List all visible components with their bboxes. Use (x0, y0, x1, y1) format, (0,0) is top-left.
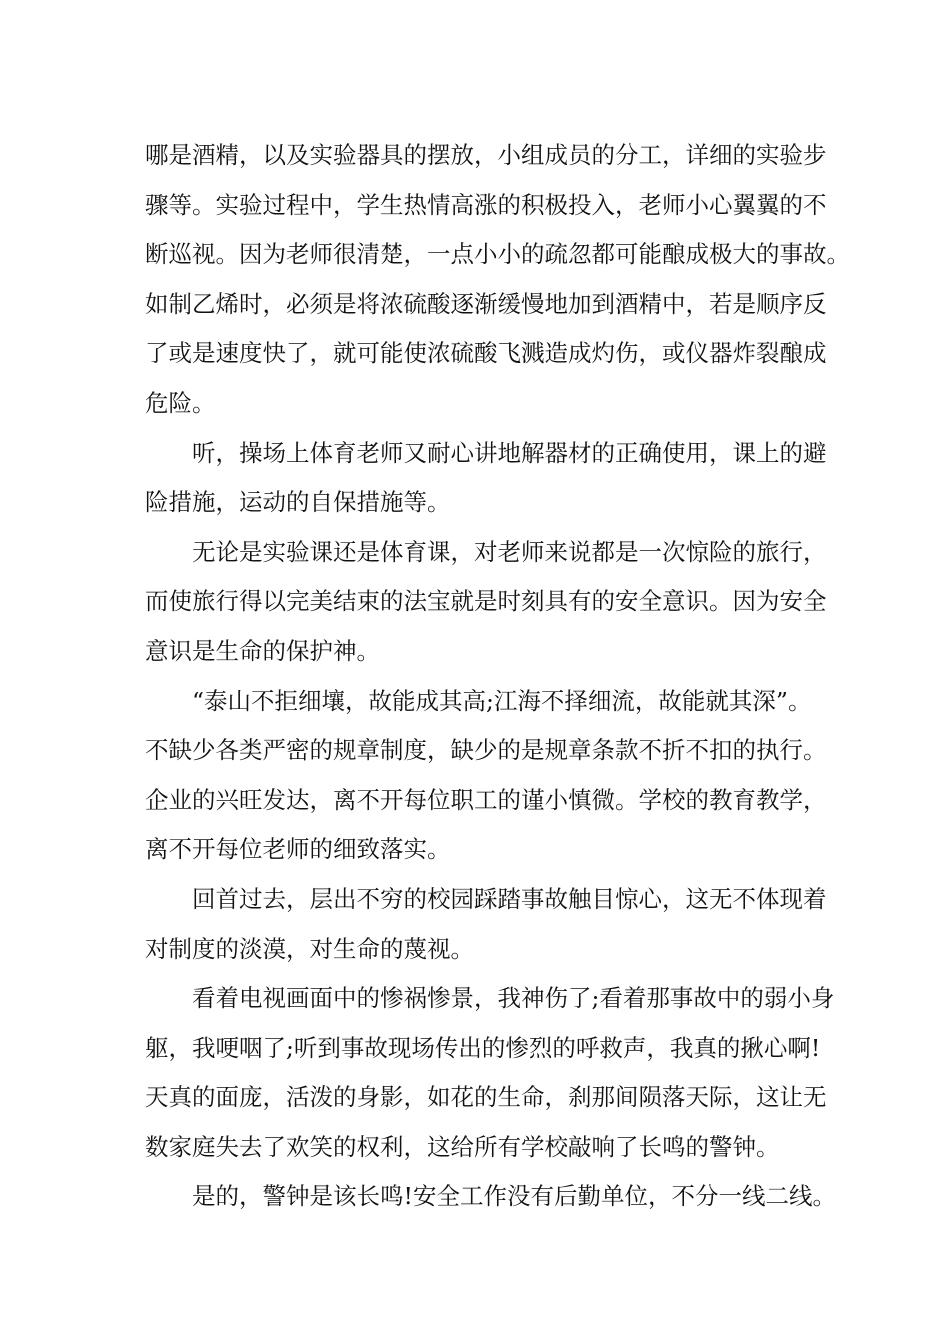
text-line: 听，操场上体育老师又耐心讲地解器材的正确使用，课上的避 (192, 438, 827, 467)
paragraph-3 (145, 528, 835, 677)
text-line: 不缺少各类严密的规章制度，缺少的是规章条款不折不扣的执行。 (145, 736, 827, 765)
text-line: 离不开每位老师的细致落实。 (145, 835, 451, 864)
text-line: 数家庭失去了欢笑的权利，这给所有学校敲响了长鸣的警钟。 (145, 1132, 780, 1161)
text-line: 躯，我哽咽了;听到事故现场传出的惨烈的呼救声，我真的揪心啊! (145, 1033, 821, 1062)
paragraph-5 (145, 875, 835, 974)
paragraph-2 (145, 429, 835, 528)
text-line: 是的，警钟是该长鸣!安全工作没有后勤单位，不分一线二线。 (192, 1182, 836, 1211)
document-body (145, 131, 850, 1222)
paragraph-6 (145, 974, 835, 1172)
text-line: “泰山不拒细壤，故能成其高;江海不择细流，故能就其深”。 (192, 686, 812, 715)
text-line: 危险。 (145, 388, 216, 417)
text-line: 对制度的淡漠，对生命的蔑视。 (145, 934, 474, 963)
text-line: 了或是速度快了，就可能使浓硫酸飞溅造成灼伤，或仪器炸裂酿成 (145, 339, 827, 368)
paragraph-1 (145, 131, 850, 429)
text-line: 骤等。实验过程中，学生热情高涨的积极投入，老师小心翼翼的不 (145, 190, 827, 219)
text-line: 无论是实验课还是体育课，对老师来说都是一次惊险的旅行， (192, 537, 827, 566)
paragraph-4 (145, 677, 835, 875)
text-line: 天真的面庞，活泼的身影，如花的生命，刹那间陨落天际，这让无 (145, 1083, 827, 1112)
text-line: 而使旅行得以完美结束的法宝就是时刻具有的安全意识。因为安全 (145, 587, 827, 616)
text-line: 企业的兴旺发达，离不开每位职工的谨小慎微。学校的教育教学， (145, 785, 827, 814)
text-line: 回首过去，层出不穷的校园踩踏事故触目惊心，这无不体现着 (192, 884, 827, 913)
text-line: 断巡视。因为老师很清楚，一点小小的疏忽都可能酿成极大的事故。 (145, 240, 850, 269)
text-line: 哪是酒精，以及实验器具的摆放，小组成员的分工，详细的实验步 (145, 141, 827, 169)
text-line: 看着电视画面中的惨祸惨景，我神伤了;看着那事故中的弱小身 (192, 984, 835, 1013)
text-line: 如制乙烯时，必须是将浓硫酸逐渐缓慢地加到酒精中，若是顺序反 (145, 289, 827, 318)
text-line: 意识是生命的保护神。 (145, 636, 380, 665)
text-line: 险措施，运动的自保措施等。 (145, 488, 451, 517)
paragraph-7 (145, 1172, 835, 1222)
